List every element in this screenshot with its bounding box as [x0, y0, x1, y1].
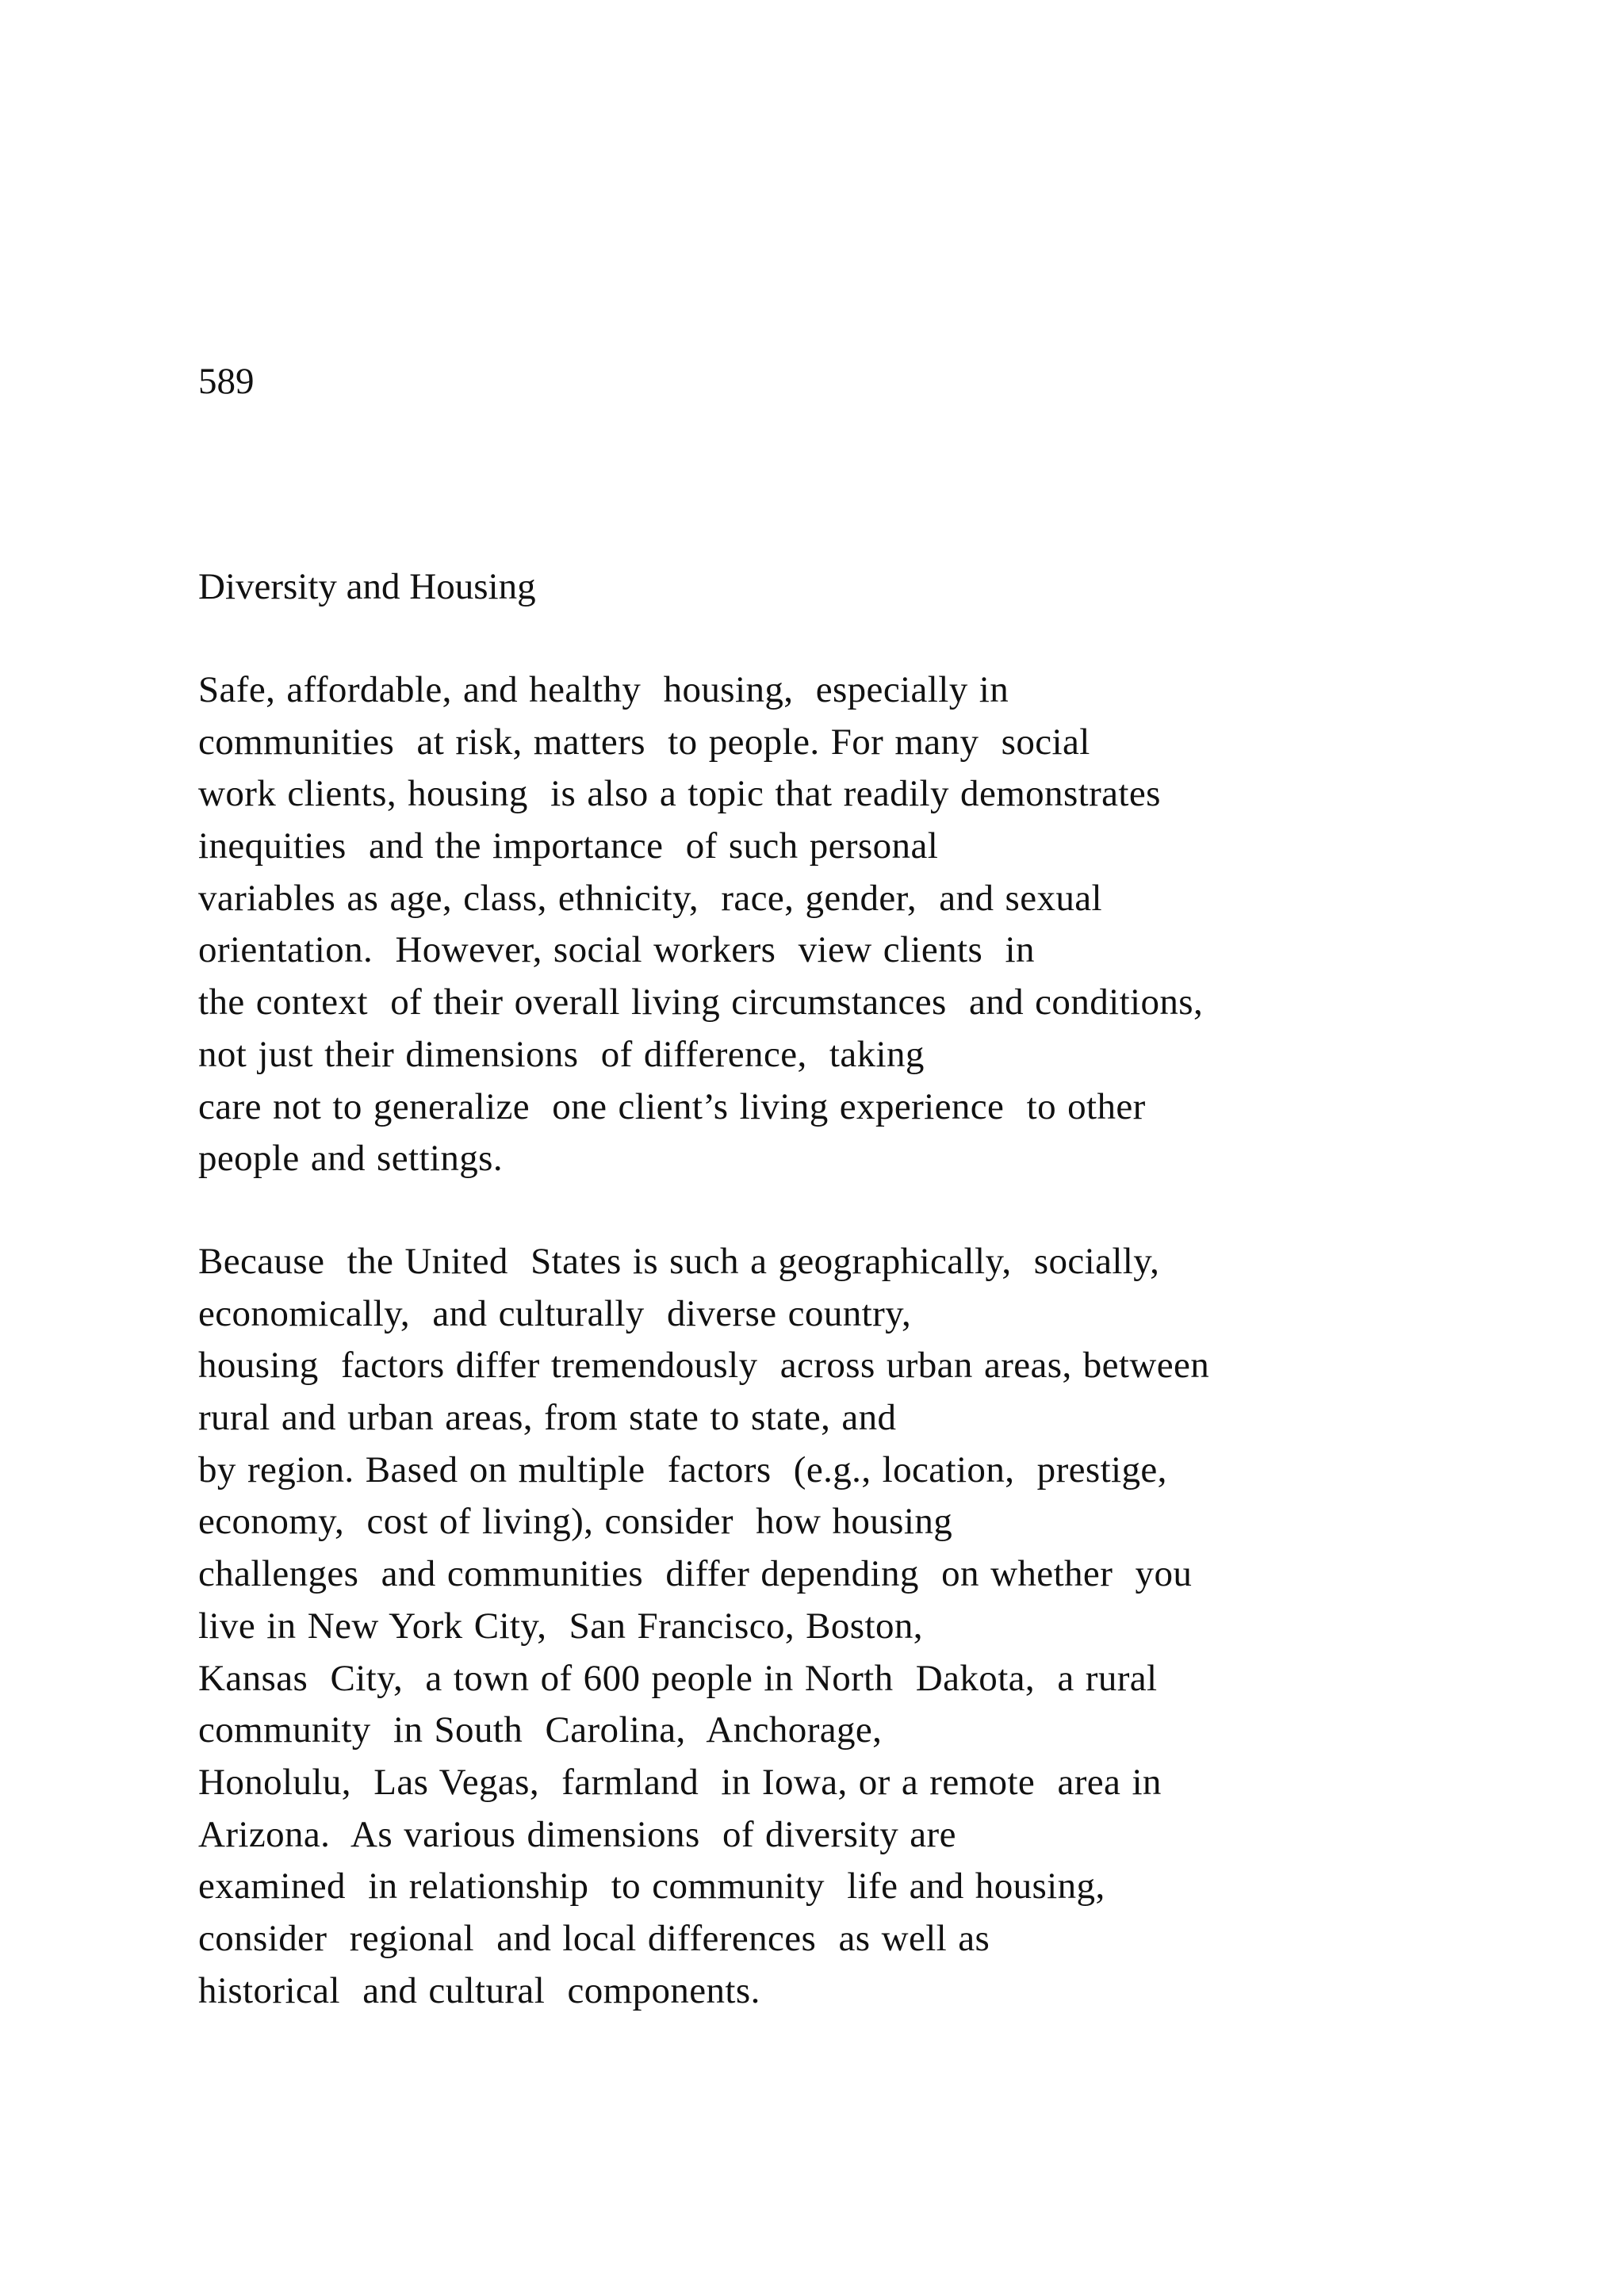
paragraph-line: variables as age, class, ethnicity, race, gender, and sexual [198, 877, 1102, 919]
paragraph-line: Honolulu, Las Vegas, farmland in Iowa, or a remote area in [198, 1761, 1162, 1803]
paragraph-line: live in New York City, San Francisco, Boston, [198, 1605, 923, 1647]
paragraph [198, 1236, 1209, 2017]
paragraph-line: housing factors differ tremendously across urban areas, between [198, 1345, 1210, 1387]
paragraph [198, 664, 1203, 1185]
paragraph-line: rural and urban areas, from state to state, and [198, 1397, 897, 1439]
paragraph-line: care not to generalize one client’s living experience to other [198, 1085, 1146, 1127]
paragraph-line: Safe, affordable, and healthy housing, especially in [198, 669, 1009, 710]
paragraph-line: communities at risk, matters to people. For many social [198, 721, 1090, 763]
paragraph-line: work clients, housing is also a topic that readily demonstrates [198, 773, 1161, 815]
paragraph-line: people and settings. [198, 1138, 504, 1180]
paragraph-line: inequities and the importance of such personal [198, 825, 939, 867]
paragraph-line: the context of their overall living circumstances and conditions, [198, 982, 1204, 1024]
paragraph-line: by region. Based on multiple factors (e.g., location, prestige, [198, 1448, 1167, 1490]
paragraph-line: consider regional and local differences as well as [198, 1917, 990, 1959]
page-number: 589 [198, 361, 255, 402]
paragraph-line: examined in relationship to community life and housing, [198, 1866, 1105, 1908]
paragraph-line: historical and cultural components. [198, 1969, 760, 2011]
paragraph-line: economically, and culturally diverse country, [198, 1292, 912, 1334]
paragraph-line: Kansas City, a town of 600 people in North Dakota, a rural [198, 1657, 1158, 1699]
paragraph-line: community in South Carolina, Anchorage, [198, 1709, 883, 1751]
paragraph-line: orientation. However, social workers view clients in [198, 929, 1035, 971]
paragraph-line: not just their dimensions of difference, taking [198, 1033, 925, 1075]
paragraph-line: economy, cost of living), consider how housing [198, 1501, 953, 1543]
paragraph-line: Arizona. As various dimensions of diversity are [198, 1813, 956, 1855]
section-heading: Diversity and Housing [198, 566, 536, 607]
paragraph-line: challenges and communities differ depending on whether you [198, 1553, 1193, 1595]
paragraph-line: Because the United States is such a geographically, socially, [198, 1241, 1160, 1282]
